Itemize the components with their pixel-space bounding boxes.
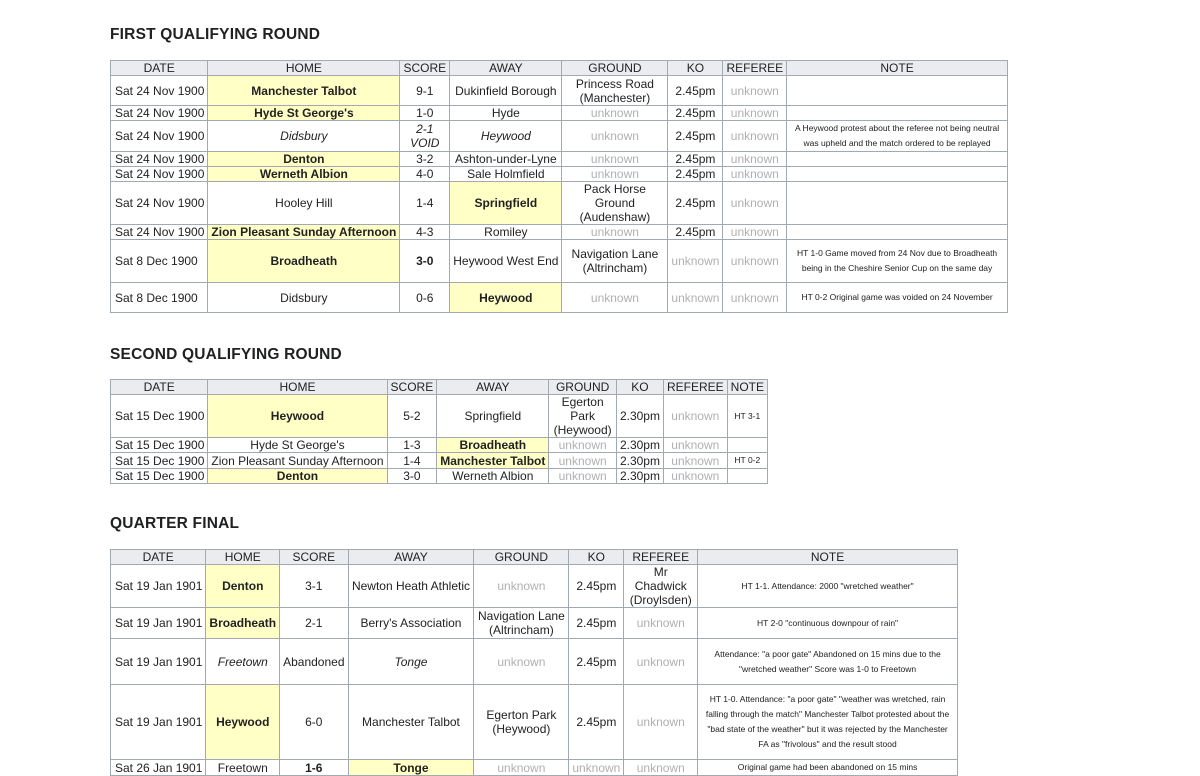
score-cell: 1-3 bbox=[387, 438, 437, 453]
home-cell: Didsbury bbox=[208, 121, 400, 152]
away-cell: Heywood bbox=[450, 121, 562, 152]
first-qualifying-table bbox=[110, 60, 1008, 313]
ground-cell: unknown bbox=[549, 438, 617, 453]
header-away: AWAY bbox=[348, 550, 474, 565]
away-cell: Sale Holmfield bbox=[450, 167, 562, 182]
date-cell: Sat 24 Nov 1900 bbox=[111, 182, 208, 225]
ground-cell: unknown bbox=[474, 565, 569, 608]
table-row bbox=[111, 395, 768, 438]
away-cell: Heywood West End bbox=[450, 240, 562, 283]
score-cell: 1-0 bbox=[400, 106, 450, 121]
ground-text: Egerton Park (Heywood) bbox=[486, 708, 557, 736]
header-home: HOME bbox=[208, 61, 400, 76]
referee-cell bbox=[624, 565, 698, 608]
ground-cell: unknown bbox=[562, 152, 668, 167]
ko-cell: 2.45pm bbox=[668, 225, 723, 240]
referee-cell: unknown bbox=[663, 453, 727, 469]
away-cell: Werneth Albion bbox=[437, 469, 549, 484]
table-row bbox=[111, 225, 1008, 240]
table-row bbox=[111, 182, 1008, 225]
referee-cell: unknown bbox=[663, 469, 727, 484]
date-cell: Sat 8 Dec 1900 bbox=[111, 283, 208, 313]
ko-cell: unknown bbox=[668, 283, 723, 313]
table-row bbox=[111, 283, 1008, 313]
header-away: AWAY bbox=[450, 61, 562, 76]
ground-cell bbox=[562, 76, 668, 106]
table-row bbox=[111, 565, 958, 608]
note-cell: HT 1-0 Game moved from 24 Nov due to Broadheath being in the Cheshire Senior Cup on the same day bbox=[787, 240, 1008, 283]
section-title-first-qualifying: FIRST QUALIFYING ROUND bbox=[110, 26, 321, 43]
note-cell: HT 1-0. Attendance: "a poor gate" "weather was wretched, rain falling through the match" Manchester Talbot protested about the "bad state of the weather" but it was rejected by the Manchester FA as "frivolous" and the result stood bbox=[698, 685, 958, 760]
header-away: AWAY bbox=[437, 380, 549, 395]
home-cell: Zion Pleasant Sunday Afternoon bbox=[208, 225, 400, 240]
note-cell bbox=[727, 438, 767, 453]
date-cell: Sat 8 Dec 1900 bbox=[111, 240, 208, 283]
note-cell: HT 3-1 bbox=[727, 395, 767, 438]
header-ko: KO bbox=[668, 61, 723, 76]
referee-cell: unknown bbox=[723, 283, 787, 313]
ko-cell: 2.45pm bbox=[569, 608, 624, 639]
note-cell: A Heywood protest about the referee not being neutral was upheld and the match ordered to be replayed bbox=[787, 121, 1008, 152]
table-header bbox=[111, 61, 1008, 76]
home-cell: Heywood bbox=[208, 395, 387, 438]
referee-cell: unknown bbox=[723, 121, 787, 152]
header-ko: KO bbox=[569, 550, 624, 565]
referee-cell: unknown bbox=[663, 438, 727, 453]
score-cell: 3-1 bbox=[280, 565, 348, 608]
header-ground: GROUND bbox=[549, 380, 617, 395]
date-cell: Sat 24 Nov 1900 bbox=[111, 225, 208, 240]
ko-cell: 2.45pm bbox=[668, 167, 723, 182]
header-score: SCORE bbox=[280, 550, 348, 565]
home-cell: Hooley Hill bbox=[208, 182, 400, 225]
home-cell: Broadheath bbox=[206, 608, 280, 639]
note-cell bbox=[787, 152, 1008, 167]
header-referee: REFEREE bbox=[723, 61, 787, 76]
away-cell: Manchester Talbot bbox=[348, 685, 474, 760]
home-cell: Hyde St George's bbox=[208, 438, 387, 453]
ground-cell bbox=[474, 608, 569, 639]
score-cell: 4-3 bbox=[400, 225, 450, 240]
score-cell: 1-4 bbox=[387, 453, 437, 469]
score-cell: 2-1 VOID bbox=[400, 121, 450, 152]
away-cell: Broadheath bbox=[437, 438, 549, 453]
table-row bbox=[111, 685, 958, 760]
note-cell: Attendance: "a poor gate" Abandoned on 15 mins due to the "wretched weather" Score was 1-0 to Freetown bbox=[698, 639, 958, 685]
note-cell: HT 2-0 "continuous downpour of rain" bbox=[698, 608, 958, 639]
referee-cell: unknown bbox=[723, 106, 787, 121]
header-note: NOTE bbox=[727, 380, 767, 395]
note-cell bbox=[787, 76, 1008, 106]
note-cell bbox=[787, 182, 1008, 225]
header-referee: REFEREE bbox=[663, 380, 727, 395]
note-cell: Original game had been abandoned on 15 mins bbox=[698, 760, 958, 776]
referee-cell: unknown bbox=[723, 182, 787, 225]
home-cell: Hyde St George's bbox=[208, 106, 400, 121]
ground-text: Navigation Lane (Altrincham) bbox=[571, 247, 659, 275]
away-cell: Tonge bbox=[348, 760, 474, 776]
home-cell: Werneth Albion bbox=[208, 167, 400, 182]
table-row bbox=[111, 76, 1008, 106]
date-cell: Sat 24 Nov 1900 bbox=[111, 106, 208, 121]
table-row bbox=[111, 167, 1008, 182]
score-cell: 4-0 bbox=[400, 167, 450, 182]
home-cell: Freetown bbox=[206, 760, 280, 776]
score-cell: 1-6 bbox=[280, 760, 348, 776]
home-cell: Zion Pleasant Sunday Afternoon bbox=[208, 453, 387, 469]
table-row bbox=[111, 121, 1008, 152]
table-header bbox=[111, 550, 958, 565]
date-cell: Sat 26 Jan 1901 bbox=[111, 760, 206, 776]
home-cell: Denton bbox=[208, 469, 387, 484]
referee-cell: unknown bbox=[723, 76, 787, 106]
ground-cell bbox=[562, 182, 668, 225]
away-cell: Berry's Association bbox=[348, 608, 474, 639]
ko-cell: 2.45pm bbox=[668, 121, 723, 152]
ground-text: Princess Road (Manchester) bbox=[575, 76, 654, 105]
note-cell bbox=[727, 469, 767, 484]
home-cell: Denton bbox=[206, 565, 280, 608]
table-row bbox=[111, 608, 958, 639]
header-date: DATE bbox=[111, 380, 208, 395]
ground-text: Pack Horse Ground (Audenshaw) bbox=[579, 182, 651, 224]
score-cell: 9-1 bbox=[400, 76, 450, 106]
date-cell: Sat 15 Dec 1900 bbox=[111, 469, 208, 484]
home-cell: Denton bbox=[208, 152, 400, 167]
ground-cell: unknown bbox=[562, 167, 668, 182]
away-cell: Manchester Talbot bbox=[437, 453, 549, 469]
ko-cell: 2.45pm bbox=[668, 106, 723, 121]
away-cell: Newton Heath Athletic bbox=[348, 565, 474, 608]
away-cell: Springfield bbox=[450, 182, 562, 225]
note-cell bbox=[787, 225, 1008, 240]
header-ko: KO bbox=[616, 380, 663, 395]
away-cell: Ashton-under-Lyne bbox=[450, 152, 562, 167]
section-title-quarter-final: QUARTER FINAL bbox=[110, 515, 240, 532]
referee-cell: unknown bbox=[723, 167, 787, 182]
ground-cell: unknown bbox=[562, 283, 668, 313]
score-cell: 3-0 bbox=[387, 469, 437, 484]
ko-cell: 2.45pm bbox=[668, 182, 723, 225]
score-cell: 1-4 bbox=[400, 182, 450, 225]
home-cell: Freetown bbox=[206, 639, 280, 685]
referee-cell: unknown bbox=[723, 152, 787, 167]
ko-cell: 2.30pm bbox=[616, 438, 663, 453]
date-cell: Sat 19 Jan 1901 bbox=[111, 639, 206, 685]
score-cell: 0-6 bbox=[400, 283, 450, 313]
ground-cell: unknown bbox=[562, 106, 668, 121]
header-date: DATE bbox=[111, 550, 206, 565]
ko-cell: 2.45pm bbox=[569, 565, 624, 608]
date-cell: Sat 24 Nov 1900 bbox=[111, 121, 208, 152]
date-cell: Sat 24 Nov 1900 bbox=[111, 167, 208, 182]
away-cell: Springfield bbox=[437, 395, 549, 438]
ground-text: Egerton Park (Heywood) bbox=[553, 395, 612, 437]
home-cell: Didsbury bbox=[208, 283, 400, 313]
ground-cell: unknown bbox=[562, 121, 668, 152]
referee-cell: unknown bbox=[723, 240, 787, 283]
referee-text: Mr Chadwick (Droylsden) bbox=[629, 565, 692, 607]
date-cell: Sat 24 Nov 1900 bbox=[111, 76, 208, 106]
referee-cell: unknown bbox=[723, 225, 787, 240]
ground-cell bbox=[562, 240, 668, 283]
ground-cell bbox=[474, 685, 569, 760]
ko-cell: 2.30pm bbox=[616, 469, 663, 484]
ground-cell: unknown bbox=[474, 760, 569, 776]
score-cell: 6-0 bbox=[280, 685, 348, 760]
ground-cell: unknown bbox=[474, 639, 569, 685]
ko-cell: 2.45pm bbox=[569, 685, 624, 760]
away-cell: Romiley bbox=[450, 225, 562, 240]
table-row bbox=[111, 639, 958, 685]
table-header bbox=[111, 380, 768, 395]
ko-cell: unknown bbox=[569, 760, 624, 776]
ko-cell: 2.45pm bbox=[668, 152, 723, 167]
ground-cell: unknown bbox=[549, 453, 617, 469]
score-cell: 3-2 bbox=[400, 152, 450, 167]
header-note: NOTE bbox=[787, 61, 1008, 76]
referee-cell: unknown bbox=[624, 639, 698, 685]
score-cell: 3-0 bbox=[400, 240, 450, 283]
referee-cell: unknown bbox=[663, 395, 727, 438]
ko-cell: 2.45pm bbox=[569, 639, 624, 685]
date-cell: Sat 19 Jan 1901 bbox=[111, 608, 206, 639]
second-qualifying-table bbox=[110, 379, 768, 484]
ko-cell: unknown bbox=[668, 240, 723, 283]
table-row bbox=[111, 152, 1008, 167]
date-cell: Sat 15 Dec 1900 bbox=[111, 453, 208, 469]
referee-cell: unknown bbox=[624, 760, 698, 776]
note-cell bbox=[787, 106, 1008, 121]
ground-cell: unknown bbox=[562, 225, 668, 240]
header-ground: GROUND bbox=[474, 550, 569, 565]
home-cell: Heywood bbox=[206, 685, 280, 760]
quarter-final-table bbox=[110, 549, 958, 776]
ko-cell: 2.30pm bbox=[616, 395, 663, 438]
home-cell: Broadheath bbox=[208, 240, 400, 283]
score-cell: Abandoned bbox=[280, 639, 348, 685]
ko-cell: 2.45pm bbox=[668, 76, 723, 106]
ground-text: Navigation Lane (Altrincham) bbox=[478, 609, 565, 637]
section-title-second-qualifying: SECOND QUALIFYING ROUND bbox=[110, 346, 342, 363]
away-cell: Dukinfield Borough bbox=[450, 76, 562, 106]
note-cell bbox=[787, 167, 1008, 182]
note-cell: HT 0-2 bbox=[727, 453, 767, 469]
date-cell: Sat 24 Nov 1900 bbox=[111, 152, 208, 167]
table-row bbox=[111, 760, 958, 776]
date-cell: Sat 15 Dec 1900 bbox=[111, 438, 208, 453]
away-cell: Tonge bbox=[348, 639, 474, 685]
ground-cell bbox=[549, 395, 617, 438]
referee-cell: unknown bbox=[624, 608, 698, 639]
score-cell: 5-2 bbox=[387, 395, 437, 438]
header-home: HOME bbox=[206, 550, 280, 565]
header-referee: REFEREE bbox=[624, 550, 698, 565]
ground-cell: unknown bbox=[549, 469, 617, 484]
header-home: HOME bbox=[208, 380, 387, 395]
header-score: SCORE bbox=[387, 380, 437, 395]
date-cell: Sat 19 Jan 1901 bbox=[111, 565, 206, 608]
referee-cell: unknown bbox=[624, 685, 698, 760]
header-date: DATE bbox=[111, 61, 208, 76]
date-cell: Sat 19 Jan 1901 bbox=[111, 685, 206, 760]
table-row bbox=[111, 438, 768, 453]
table-row bbox=[111, 453, 768, 469]
header-ground: GROUND bbox=[562, 61, 668, 76]
header-note: NOTE bbox=[698, 550, 958, 565]
date-cell: Sat 15 Dec 1900 bbox=[111, 395, 208, 438]
header-score: SCORE bbox=[400, 61, 450, 76]
away-cell: Heywood bbox=[450, 283, 562, 313]
score-cell: 2-1 bbox=[280, 608, 348, 639]
ko-cell: 2.30pm bbox=[616, 453, 663, 469]
table-row bbox=[111, 469, 768, 484]
table-row bbox=[111, 106, 1008, 121]
table-row bbox=[111, 240, 1008, 283]
note-cell: HT 0-2 Original game was voided on 24 November bbox=[787, 283, 1008, 313]
away-cell: Hyde bbox=[450, 106, 562, 121]
home-cell: Manchester Talbot bbox=[208, 76, 400, 106]
note-cell: HT 1-1. Attendance: 2000 "wretched weather" bbox=[698, 565, 958, 608]
